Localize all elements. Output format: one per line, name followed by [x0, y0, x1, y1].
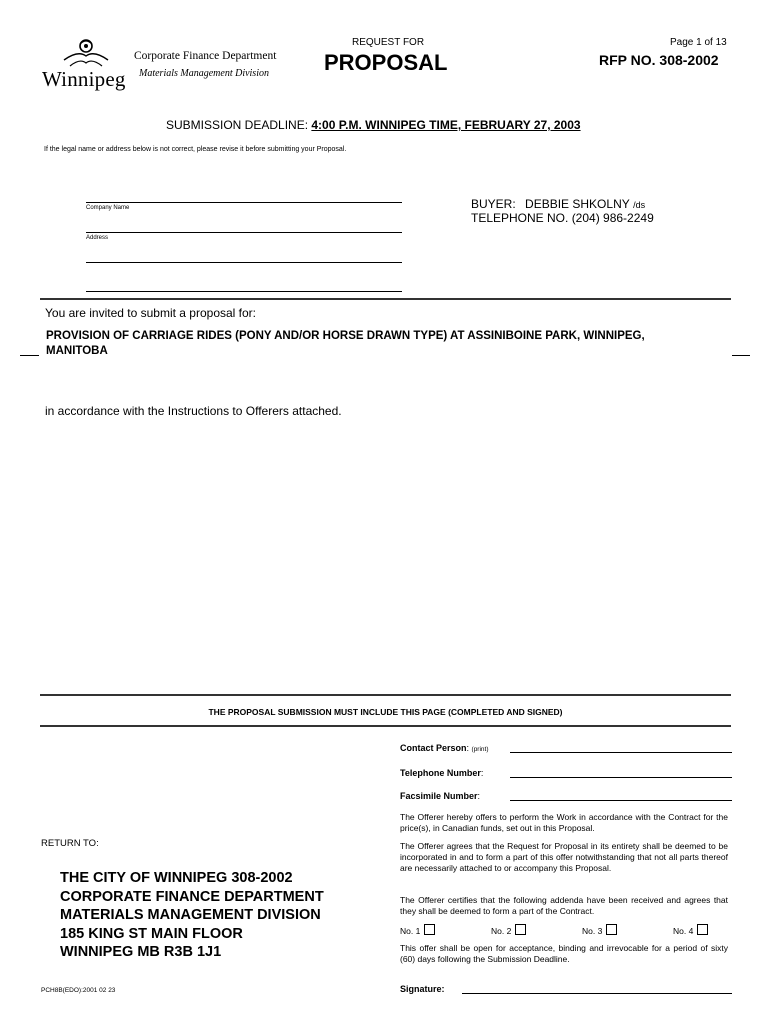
addendum-2-checkbox[interactable]: [515, 924, 526, 935]
telephone-row: Telephone Number:: [400, 768, 484, 778]
addendum-1-checkbox[interactable]: [424, 924, 435, 935]
contact-person-field[interactable]: [510, 752, 732, 753]
legal-name-notice: If the legal name or address below is not correct, please revise it before submitting your Proposal.: [44, 146, 347, 153]
return-address-line: THE CITY OF WINNIPEG 308-2002: [60, 870, 293, 886]
signature-label: Signature:: [400, 984, 445, 994]
request-for-label: REQUEST FOR: [352, 37, 425, 48]
fax-row: Facsimile Number:: [400, 791, 481, 801]
rfp-number: RFP NO. 308-2002: [599, 52, 719, 68]
proposal-heading: PROPOSAL: [324, 50, 448, 75]
city-logo: [40, 36, 130, 96]
contact-person-row: Contact Person: (print): [400, 743, 489, 753]
company-name-label: Company Name: [86, 205, 130, 211]
buyer-telephone: TELEPHONE NO. (204) 986-2249: [471, 211, 654, 225]
addenda-row: [400, 924, 730, 938]
buyer-label: BUYER:: [471, 197, 516, 211]
return-address-line: WINNIPEG MB R3B 1J1: [60, 944, 222, 960]
telephone-label: Telephone Number: [400, 768, 481, 778]
submission-deadline: [166, 118, 581, 132]
crest-icon: [40, 36, 130, 70]
submission-banner: THE PROPOSAL SUBMISSION MUST INCLUDE THIS PAGE (COMPLETED AND SIGNED): [208, 707, 563, 717]
address-field-2[interactable]: [86, 262, 402, 263]
deadline-label: SUBMISSION DEADLINE:: [166, 118, 309, 132]
addendum-3: No. 3: [582, 924, 617, 936]
banner-bottom-rule: [40, 725, 731, 727]
buyer-info: [471, 197, 645, 211]
page-number: Page 1 of 13: [670, 37, 727, 48]
division-name: Materials Management Division: [139, 68, 269, 79]
signature-field[interactable]: [462, 993, 732, 994]
banner-top-rule: [40, 694, 731, 696]
addendum-4: No. 4: [673, 924, 708, 936]
addendum-3-checkbox[interactable]: [606, 924, 617, 935]
offer-paragraph-1: The Offerer hereby offers to perform the Work in accordance with the Contract for the price(s), in Canadian funds, set out in this Proposal.: [400, 812, 728, 833]
address-field-3[interactable]: [86, 291, 402, 292]
logo-wordmark: Winnipeg: [42, 67, 126, 91]
offer-paragraph-2: The Offerer agrees that the Request for Proposal in its entirety shall be deemed to be incorporated in and to form a part of this offer notwithstanding that not all parts thereof are necessarily attached to or accompany this Proposal.: [400, 841, 728, 873]
buyer-name: DEBBIE SHKOLNY: [525, 197, 630, 211]
return-address: [60, 869, 324, 962]
addendum-4-checkbox[interactable]: [697, 924, 708, 935]
deadline-value: 4:00 P.M. WINNIPEG TIME, FEBRUARY 27, 2003: [311, 118, 581, 132]
section-divider: [40, 298, 731, 300]
contact-person-label: Contact Person: [400, 743, 467, 753]
fax-field[interactable]: [510, 800, 732, 801]
department-name: Corporate Finance Department: [134, 50, 277, 62]
form-code: PCH8B(EDO):2001 02 23: [41, 987, 116, 994]
address-field-1[interactable]: [86, 232, 402, 233]
offer-paragraph-4: This offer shall be open for acceptance, binding and irrevocable for a period of sixty (60) days following the Submission Deadline.: [400, 943, 728, 964]
return-to-label: RETURN TO:: [41, 838, 99, 849]
project-title-line1: PROVISION OF CARRIAGE RIDES (PONY AND/OR HORSE DRAWN TYPE) AT ASSINIBOINE PARK, WINNIPEG,: [46, 330, 645, 342]
addendum-2: No. 2: [491, 924, 526, 936]
project-title-line2: MANITOBA: [46, 345, 108, 357]
return-address-line: CORPORATE FINANCE DEPARTMENT: [60, 888, 324, 905]
invitation-intro: You are invited to submit a proposal for:: [45, 306, 257, 320]
return-address-line: 185 KING ST MAIN FLOOR: [60, 925, 243, 942]
company-name-field[interactable]: [86, 202, 402, 203]
buyer-initials: /ds: [633, 200, 646, 210]
offer-paragraph-3: The Offerer certifies that the following addenda have been received and agrees that they shall be deemed to form a part of the Contract.: [400, 895, 728, 916]
left-margin-mark: [20, 355, 39, 356]
address-label: Address: [86, 235, 109, 241]
addendum-1: No. 1: [400, 924, 435, 936]
telephone-field[interactable]: [510, 777, 732, 778]
fax-label: Facsimile Number: [400, 791, 478, 801]
return-address-line: MATERIALS MANAGEMENT DIVISION: [60, 907, 321, 923]
right-margin-mark: [732, 355, 750, 356]
contact-person-note: (print): [471, 746, 489, 753]
accordance-text: in accordance with the Instructions to Offerers attached.: [45, 404, 342, 418]
